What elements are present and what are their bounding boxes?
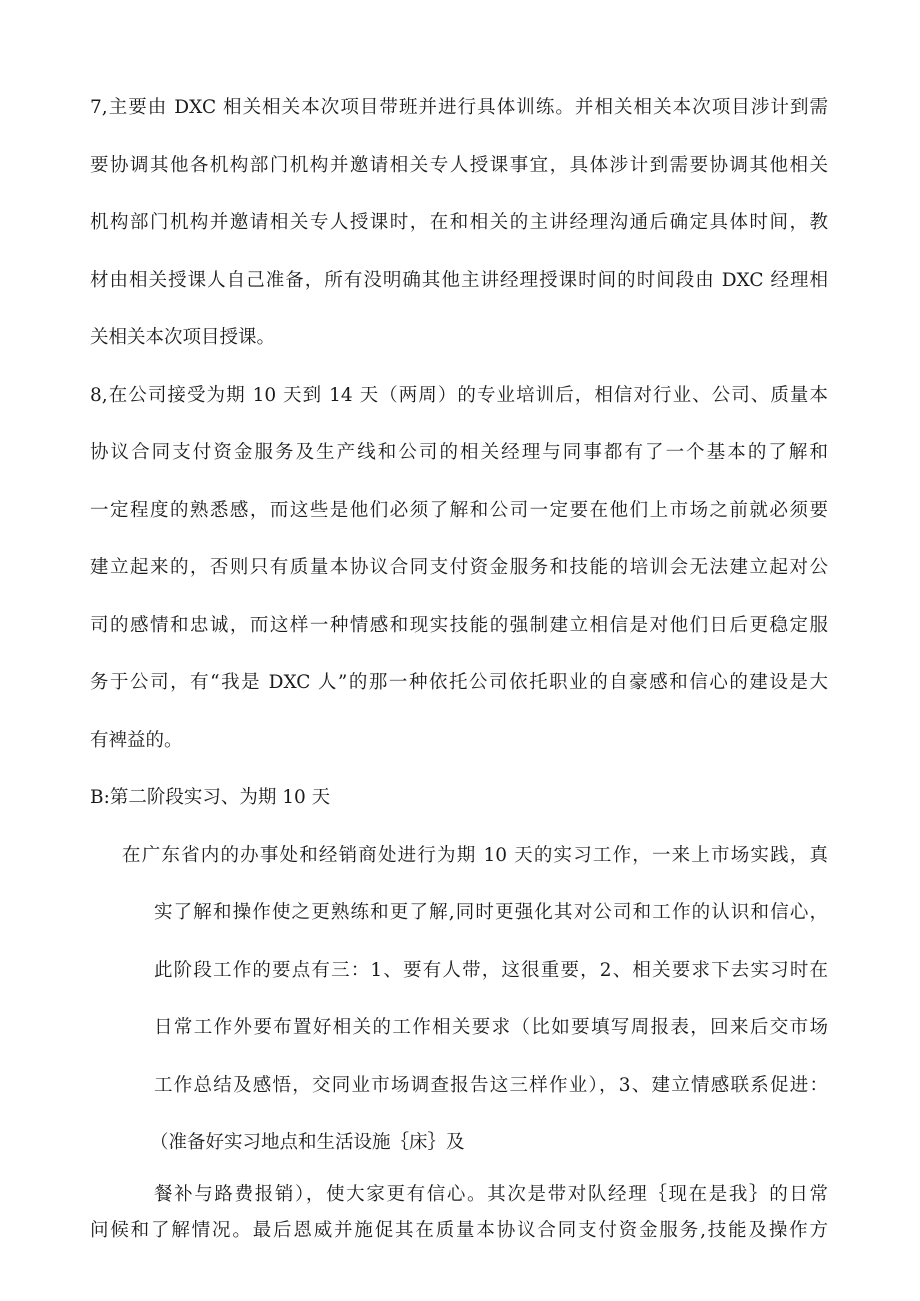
text-line: 司的感情和忠诚，而这样一种情感和现实技能的强制建立相信是对他们日后更稳定服	[90, 615, 828, 636]
text-line: 关相关本次项目授课。	[90, 327, 276, 348]
text-line: 日常工作外要布置好相关的工作相关要求（比如要填写周报表，回来后交市场	[154, 1017, 828, 1038]
text-line: 8,在公司接受为期 10 天到 14 天（两周）的专业培训后，相信对行业、公司、质量本	[90, 385, 828, 406]
text-line: 实了解和操作使之更熟练和更了解,同时更强化其对公司和工作的认识和信心，	[154, 902, 828, 923]
text-line: 餐补与路费报销），使大家更有信心。其次是带对队经理｛现在是我｝的日常	[154, 1184, 828, 1205]
text-line: 材由相关授课人自己准备，所有没明确其他主讲经理授课时间的时间段由 DXC 经理相	[90, 270, 828, 291]
text-line: 建立起来的，否则只有质量本协议合同支付资金服务和技能的培训会无法建立起对公	[90, 557, 828, 578]
text-line: 工作总结及感悟，交同业市场调查报告这三样作业），3、建立情感联系促进：	[154, 1075, 828, 1096]
text-line: 务于公司，有“我是 DXC 人”的那一种依托公司依托职业的自豪感和信心的建设是大	[90, 672, 828, 693]
text-line: 问候和了解情况。最后恩威并施促其在质量本协议合同支付资金服务,技能及操作方	[90, 1220, 828, 1241]
text-line: 有裨益的。	[90, 730, 183, 751]
text-line: 7,主要由 DXC 相关相关本次项目带班并进行具体训练。并相关相关本次项目涉计到需	[90, 97, 828, 118]
text-line: 在广东省内的办事处和经销商处进行为期 10 天的实习工作，一来上市场实践，真	[122, 845, 828, 866]
text-line: （准备好实习地点和生活设施｛床｝及	[150, 1132, 465, 1153]
text-line: 要协调其他各机构部门机构并邀请相关专人授课事宜，具体涉计到需要协调其他相关	[90, 155, 828, 176]
text-line: 一定程度的熟悉感，而这些是他们必须了解和公司一定要在他们上市场之前就必须要	[90, 500, 828, 521]
text-line: 机构部门机构并邀请相关专人授课时，在和相关的主讲经理沟通后确定具体时间，教	[90, 212, 828, 233]
section-heading: B:第二阶段实习、为期 10 天	[90, 787, 331, 808]
text-line: 此阶段工作的要点有三：1、要有人带，这很重要，2、相关要求下去实习时在	[154, 960, 828, 981]
text-line: 协议合同支付资金服务及生产线和公司的相关经理与同事都有了一个基本的了解和	[90, 442, 828, 463]
